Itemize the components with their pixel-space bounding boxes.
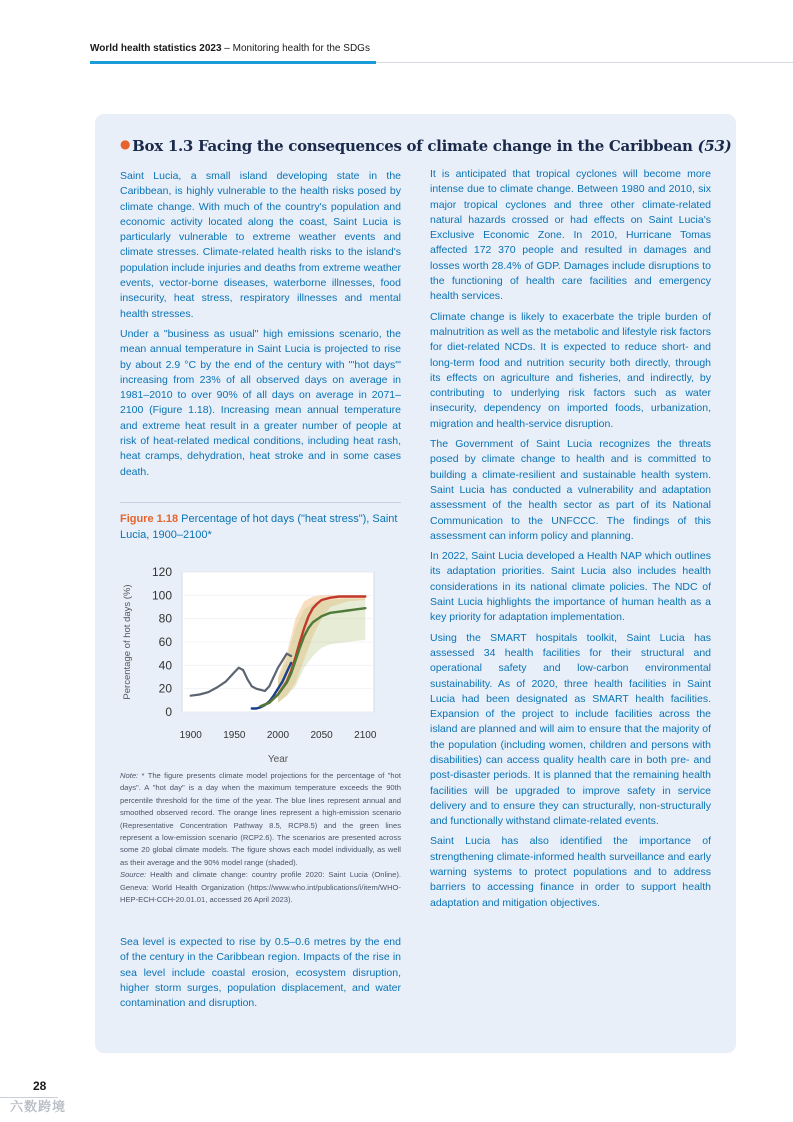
data-point [356,608,358,610]
data-point [216,687,218,689]
figure-caption [120,512,401,543]
data-point [251,708,253,710]
paragraph: The Government of Saint Lucia recognizes the threats posed by climate change to health and is committed to building a climate-resilient and sustainable health system. Saint Lucia has conducted a vulnerability and adaptation assessment of the health sector as part of its National Communication to the UNFCCC. The findings of this assessment can inform policy and planning. [430,438,711,542]
sea-level-paragraph: Sea level is expected to rise by 0.5–0.6 metres by the end of the century in the Caribbean region. Impacts of the rise in sea level include coastal erosion, ecosystem disruption, higher storm surges, population displacement, and water contamination and disruption. [120,936,401,1010]
data-point [277,667,279,669]
data-point [347,610,349,612]
paragraph: It is anticipated that tropical cyclones will become more intense due to climate change. Between 1980 and 2010, six major tropical cyclones and three other climate-related natural hazards crossed or had effects on Saint Lucia's Exclusive Economic Zone. In 2010, Hurricane Tomas affected 172 370 people and resulted in damages and losses worth 28.4% of GDP. Damages include disruptions to the functioning of health care facilities and emergency health services. [430,168,711,303]
header-accent-rule [90,61,376,64]
data-point [330,612,332,614]
x-tick-label: 2050 [310,730,333,741]
x-tick-label: 1900 [179,730,202,741]
watermark: 六数跨境 [10,1099,67,1114]
x-tick-label: 1950 [223,730,246,741]
running-header [90,43,370,54]
paragraph: Climate change is likely to exacerbate the triple burden of malnutrition as well as the metabolic and lifestyle risk factors for diet-related NCDs. It is expected to reduce short- and long-term food and nutrition security both directly, through its effects on agriculture and fisheries, and indirectly, by contributing to underlying risk factors such as water insecurity, dependency on imported foods, urbanization, migration and health-service disruption. [430,310,711,430]
note-text: * The figure presents climate model projections for the percentage of "hot days". A "hot day" is a day when the maximum temperature exceeds the 90th percentile threshold for the time of the year. The blue lines represent annual and smoothed observed record. The orange lines represent a high-emission scenario (Representative Concentration Pathway 8.5, RCP8.5) and the green lines represent a low-emission scenario (RCP2.6). The scenarios are presented across some 20 global climate models. The figure shows each model individually, as well as their average and the 90% model range (shaded). [120,771,401,867]
data-point [199,694,201,696]
data-point [290,655,292,657]
data-point [264,690,266,692]
data-point [312,607,314,609]
data-point [347,596,349,598]
data-point [356,596,358,598]
box-title-text: Box 1.3 Facing the consequences of climate change in the Caribbean [132,137,698,155]
data-point [282,660,284,662]
y-tick-label: 0 [165,705,172,719]
y-tick-label: 120 [151,565,172,579]
y-tick-label: 40 [158,658,172,673]
paragraph: Under a "business as usual" high emissions scenario, the mean annual temperature in Saint Lucia is projected to rise by about 2.9 °C by the end of the century with "'hot days"' increasing from 23% of all observed days on average in 1981–2010 to over 90% of all days on average in 2071–2100 (Figure 1.18). Increasing mean annual temperature and extreme heat result in a greater number of people at risk of heat-related medical conditions, including heat rash, heat cramps, dehydration, heat stroke and in some cases death. [120,327,401,478]
data-point [364,596,366,598]
x-tick-label: 2100 [354,730,377,741]
figure-note [120,770,401,906]
data-point [290,673,292,675]
data-point [260,689,262,691]
data-point [330,597,332,599]
data-point [286,671,288,673]
data-point [247,678,249,680]
data-point [295,660,297,662]
data-point [229,676,231,678]
data-point [308,627,310,629]
data-point [286,653,288,655]
data-point [303,635,305,637]
data-point [234,671,236,673]
paragraph: Using the SMART hospitals toolkit, Saint Lucia has assessed 34 health facilities for their structural and operational safety and low-carbon environmental sustainability. As of 2020, three health facilities in Saint Lucia had been designated as SMART health facilities. Expansion of the project to include facilities across the island are planned and will aim to ensure that the majority of the population (including women, children and persons with disabilities) can access quality health care in both pre- and post-disaster periods. It is planned that the remaining health facilities will be upgraded to improve safety in service delivery and to ensure they can structurally, non-structurally and functionally withstand climate-related events. [430,631,711,828]
box-title [120,137,731,155]
y-tick-label: 80 [158,611,172,626]
left-column [120,169,401,485]
data-point [286,682,288,684]
figure-caption-text: Percentage of hot days ("heat stress"), Saint Lucia, 1900–2100* [120,513,398,541]
figure-label: Figure 1.18 [120,513,179,525]
data-point [255,688,257,690]
data-point [364,607,366,609]
y-tick-label: 60 [158,635,172,649]
paragraph: Saint Lucia has also identified the importance of strengthening climate-informed health surveillance and early warning systems to protect populations and to address barriers to accessing finance in order to support health adaptation and mitigation objectives. [430,835,711,909]
data-point [308,615,310,617]
data-point [316,603,318,605]
data-point [282,681,284,683]
data-point [277,694,279,696]
data-point [273,676,275,678]
data-point [338,596,340,598]
box-title-reference: (53) [697,137,732,155]
paragraph: Saint Lucia, a small island developing state in the Caribbean, is highly vulnerable to the health risks posed by climate change. With much of the country's population and economic activity located along the coast, Saint Lucia is particularly vulnerable to extreme weather events and climate stresses. Climate-related health risks to the island's population include injuries and deaths from extreme weather events, vector-borne diseases, waterborne illnesses, food insecurity, heat stress, respiratory illnesses and mental health stresses. [120,170,401,320]
data-point [321,615,323,617]
bullet-dot-icon: ● [120,137,131,151]
data-point [238,667,240,669]
data-point [242,669,244,671]
data-point [268,685,270,687]
data-point [299,647,301,649]
data-point [260,705,262,707]
data-point [268,702,270,704]
data-point [251,685,253,687]
data-point [299,641,301,643]
y-tick-label: 20 [158,681,172,696]
data-point [207,691,209,693]
y-axis-label: Percentage of hot days (%) [122,584,133,700]
data-point [255,708,257,710]
publication-subtitle: – Monitoring health for the SDGs [221,43,370,54]
publication-title: World health statistics 2023 [90,43,222,54]
data-point [277,688,279,690]
header-rule [376,62,793,63]
hot-days-line-chart [118,560,403,770]
data-point [312,621,314,623]
data-point [303,627,305,629]
figure-divider [120,502,401,503]
paragraph: In 2022, Saint Lucia developed a Health NAP which outlines its adaptation priorities. Saint Lucia also includes health considerations in its national climate policies. The NDC of Saint Lucia highlights the importance of human health as a key priority for adaptation implementation. [430,550,711,624]
source-label: Source: [120,870,147,880]
data-point [225,681,227,683]
data-point [338,611,340,613]
data-point [290,662,292,664]
data-point [190,695,192,697]
source-text: Health and climate change: country profile 2020: Saint Lucia (Online). Geneva: World Health Organization (https://www.who.int/publications/i/item/WHO-HEP-ECH-CCH-20.01.01, accessed 26 April 2023). [120,870,401,905]
data-point [321,599,323,601]
page-number: 28 [33,1079,47,1093]
data-point [273,695,275,697]
right-column [430,167,711,916]
y-tick-label: 100 [151,588,172,603]
x-tick-label: 2000 [266,730,290,741]
note-label: Note: [120,771,139,780]
x-axis-label: Year [267,754,289,765]
